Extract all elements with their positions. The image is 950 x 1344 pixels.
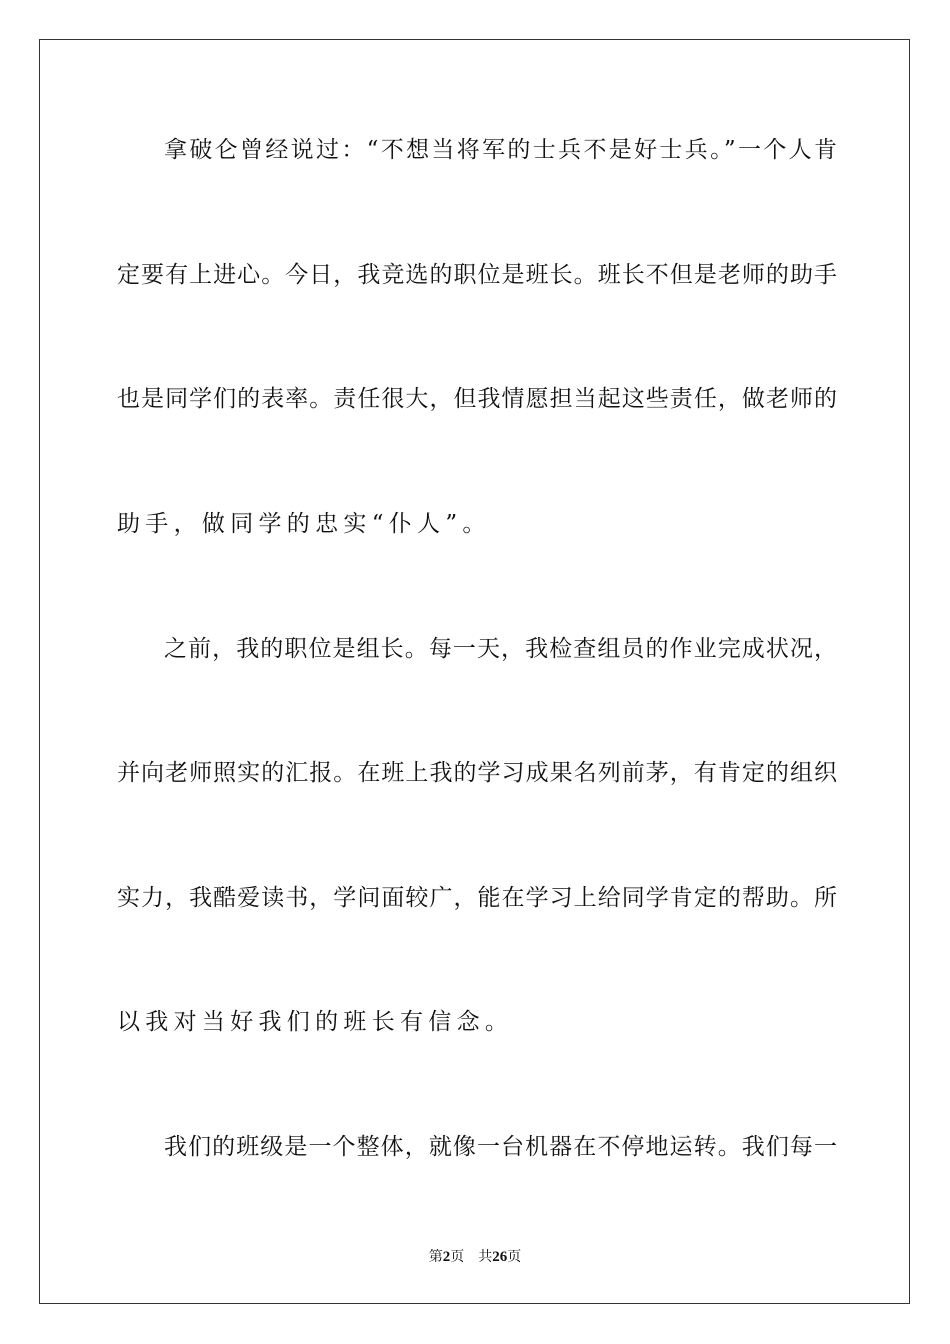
page-suffix: 页 (450, 1249, 465, 1265)
paragraph-2-line-2: 并向老师照实的汇报。在班上我的学习成果名列前茅，有肯定的组织 (117, 760, 837, 786)
paragraph-2-line-1: 之前，我的职位是组长。每一天，我检查组员的作业完成状况， (164, 636, 837, 662)
page-prefix: 第 (428, 1249, 443, 1265)
page-border (39, 39, 910, 1304)
total-pages: 26 (492, 1249, 508, 1265)
paragraph-2-line-3: 实力，我酷爱读书，学问面较广，能在学习上给同学肯定的帮助。所 (117, 885, 837, 911)
page-footer (0, 1247, 950, 1267)
paragraph-1-line-4: 助手，做同学的忠实“仆人”。 (117, 511, 491, 537)
total-suffix: 页 (507, 1249, 522, 1265)
paragraph-3-line-1: 我们的班级是一个整体，就像一台机器在不停地运转。我们每一 (164, 1134, 837, 1160)
paragraph-2-line-4: 以我对当好我们的班长有信念。 (117, 1009, 514, 1035)
total-prefix: 共 (478, 1249, 493, 1265)
page-number: 2 (442, 1249, 451, 1265)
paragraph-1-line-1: 拿破仑曾经说过：“不想当将军的士兵不是好士兵。”一个人肯 (164, 137, 837, 163)
paragraph-1-line-3: 也是同学们的表率。责任很大，但我情愿担当起这些责任，做老师的 (117, 386, 837, 412)
paragraph-1-line-2: 定要有上进心。今日，我竞选的职位是班长。班长不但是老师的助手 (117, 262, 837, 288)
